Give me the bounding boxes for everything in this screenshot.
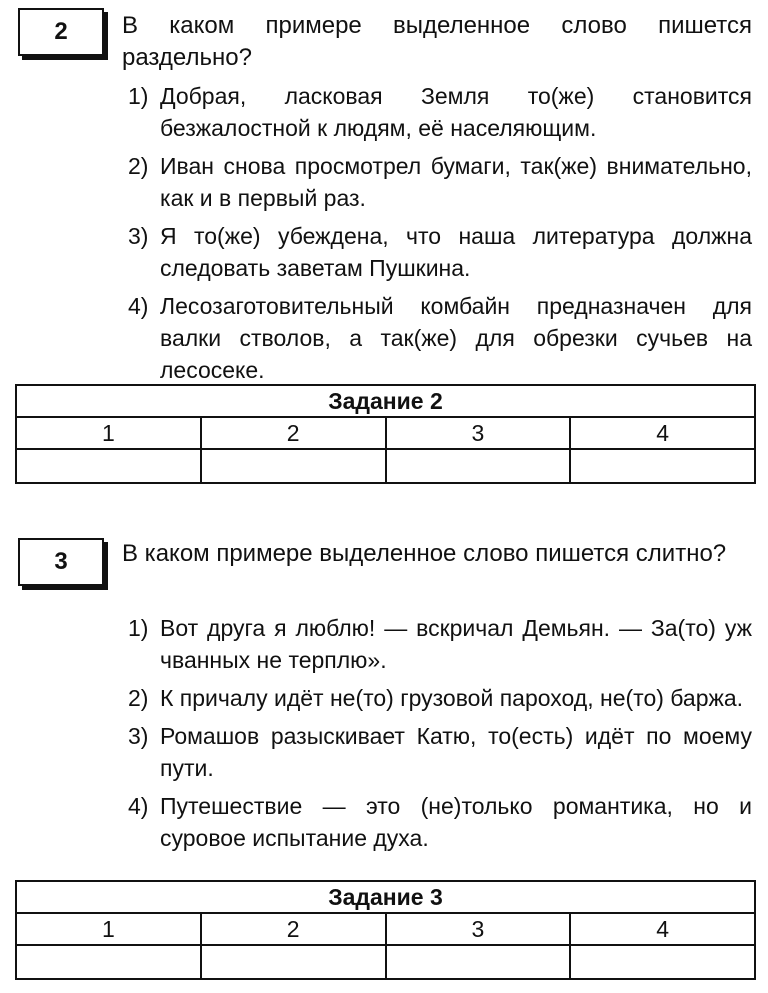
answer-cell[interactable] — [570, 945, 755, 979]
option-number: 4) — [128, 793, 149, 819]
answer-column-header: 4 — [570, 417, 755, 449]
answer-column-header: 1 — [16, 417, 201, 449]
options-list — [128, 80, 752, 392]
option-text: Я то(же) убеждена, что наша литература должна следовать заветам Пушкина. — [160, 223, 752, 281]
answer-table — [15, 384, 756, 484]
answer-cell[interactable] — [386, 449, 571, 483]
option-4 — [128, 290, 752, 386]
option-number: 3) — [128, 723, 149, 749]
option-2 — [128, 150, 752, 214]
answer-cell[interactable] — [570, 449, 755, 483]
answer-cell[interactable] — [16, 449, 201, 483]
answer-table — [15, 880, 756, 980]
answer-column-header: 2 — [201, 417, 386, 449]
answer-cell[interactable] — [16, 945, 201, 979]
option-2 — [128, 682, 752, 714]
option-3 — [128, 220, 752, 284]
option-text: Вот друга я люблю! — вскричал Демьян. — За(то) уж чванных не терплю». — [160, 615, 752, 673]
option-number: 4) — [128, 293, 149, 319]
answer-cell[interactable] — [201, 449, 386, 483]
task-number-box: 3 — [18, 538, 104, 586]
answer-column-header: 3 — [386, 913, 571, 945]
options-list — [128, 612, 752, 860]
answer-column-header: 1 — [16, 913, 201, 945]
option-text: Иван снова просмотрел бумаги, так(же) внимательно, как и в первый раз. — [160, 153, 752, 211]
option-number: 2) — [128, 685, 149, 711]
option-number: 1) — [128, 83, 149, 109]
answer-table-title: Задание 3 — [16, 881, 755, 913]
option-text: Путешествие — это (не)только романтика, но и суровое испытание духа. — [160, 793, 752, 851]
option-text: Добрая, ласковая Земля то(же) становится безжалостной к людям, её населяющим. — [160, 83, 752, 141]
option-text: К причалу идёт не(то) грузовой пароход, не(то) баржа. — [160, 685, 744, 711]
answer-table-title: Задание 2 — [16, 385, 755, 417]
question-text: В каком примере выделенное слово пишется раздельно? — [122, 12, 752, 71]
option-number: 1) — [128, 615, 149, 641]
option-text: Лесозаготовительный комбайн предназначен для валки стволов, а так(же) для обрезки сучьев на лесосеке. — [160, 293, 752, 383]
option-number: 3) — [128, 223, 149, 249]
answer-cell[interactable] — [201, 945, 386, 979]
option-1 — [128, 80, 752, 144]
answer-column-header: 2 — [201, 913, 386, 945]
option-1 — [128, 612, 752, 676]
question-text: В каком примере выделенное слово пишется слитно? — [122, 540, 727, 567]
answer-cell[interactable] — [386, 945, 571, 979]
option-3 — [128, 720, 752, 784]
option-text: Ромашов разыскивает Катю, то(есть) идёт по моему пути. — [160, 723, 752, 781]
option-4 — [128, 790, 752, 854]
task-number-box: 2 — [18, 8, 104, 56]
answer-column-header: 3 — [386, 417, 571, 449]
option-number: 2) — [128, 153, 149, 179]
answer-column-header: 4 — [570, 913, 755, 945]
